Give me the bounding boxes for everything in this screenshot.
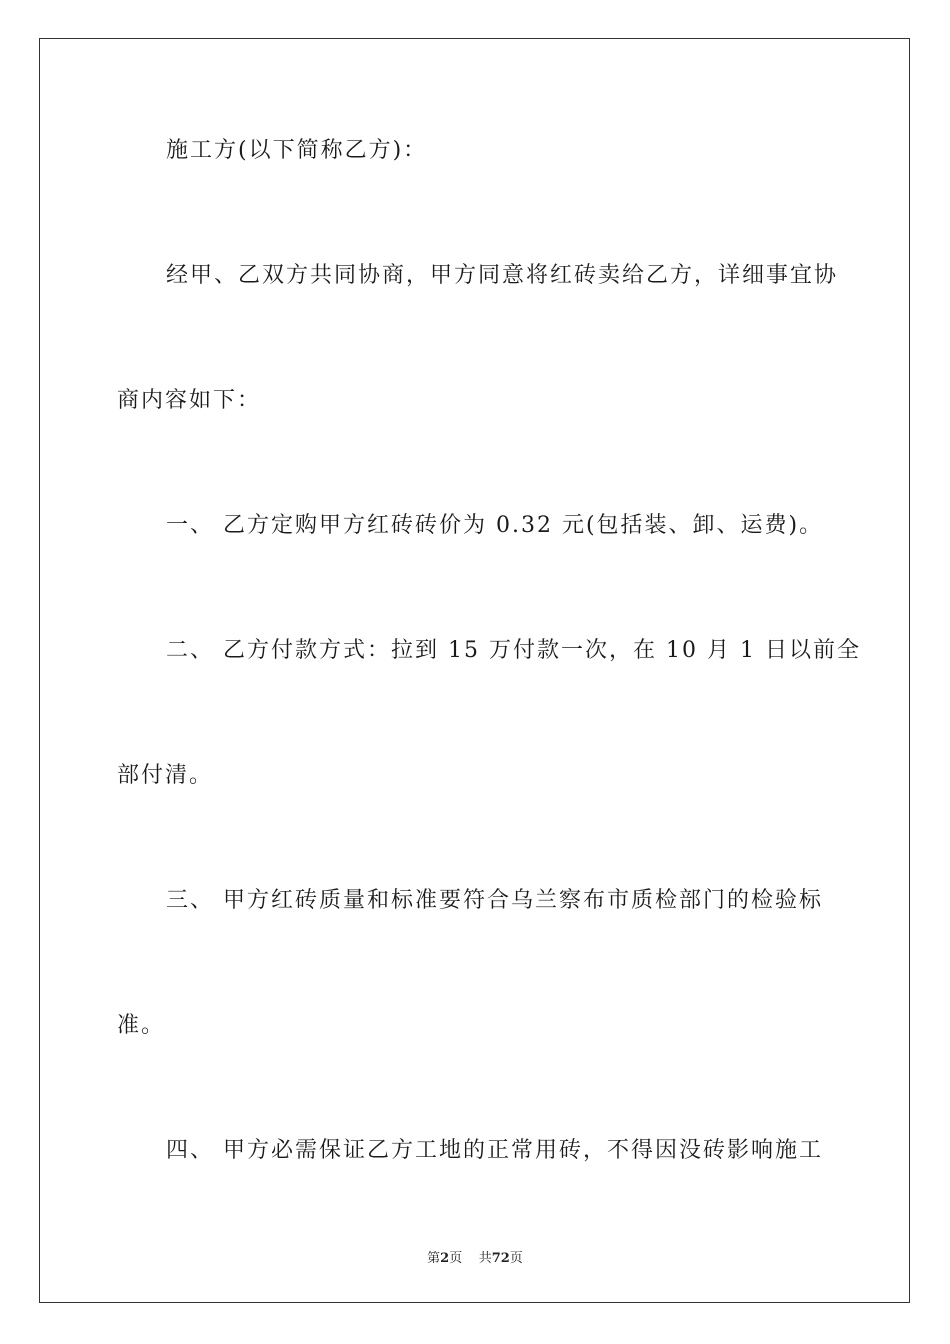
footer-page-number: 2 (440, 1251, 450, 1266)
text-line-4: 一、 乙方定购甲方红砖砖价为 0.32 元(包括装、卸、运费)。 (166, 513, 824, 538)
text-line-1: 施工方(以下简称乙方)： (166, 138, 428, 163)
text-line-3: 商内容如下： (117, 388, 262, 413)
footer-total-suffix: 页 (509, 1251, 523, 1266)
text-line-6: 部付清。 (117, 763, 214, 788)
text-line-2: 经甲、乙双方共同协商，甲方同意将红砖卖给乙方，详细事宜协 (166, 263, 839, 288)
footer-total-prefix: 共 (478, 1251, 492, 1266)
text-line-8: 准。 (117, 1013, 166, 1038)
text-line-9: 四、 甲方必需保证乙方工地的正常用砖，不得因没砖影响施工 (166, 1138, 823, 1163)
page-border (39, 38, 910, 1303)
page-footer (0, 1247, 950, 1266)
footer-page-prefix: 第 (427, 1251, 441, 1266)
footer-page-suffix: 页 (449, 1251, 463, 1266)
text-line-7: 三、 甲方红砖质量和标准要符合乌兰察布市质检部门的检验标 (166, 888, 823, 913)
text-line-5: 二、 乙方付款方式：拉到 15 万付款一次，在 10 月 1 日以前全 (166, 638, 861, 663)
footer-total-pages: 72 (491, 1251, 510, 1266)
